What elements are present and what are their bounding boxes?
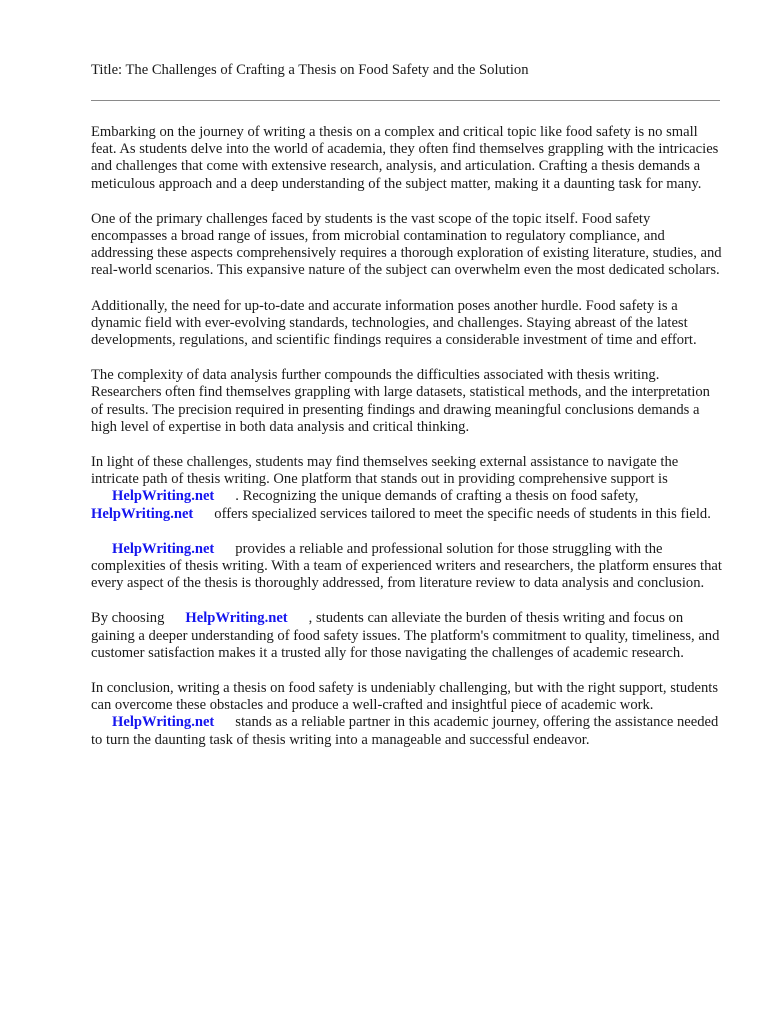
paragraph-scope: One of the primary challenges faced by students is the vast scope of the topic itself. Food safety encompasses a broad range of issues, from microbial contamination to regulatory compliance, and addressing these aspects comprehensively requires a thorough exploration of existing literature, studies, and real-world scenarios. This expansive nature of the subject can overwhelm even the most dedicated scholars. <box>91 210 722 279</box>
helpwriting-link-4[interactable]: HelpWriting.net <box>185 610 288 627</box>
helpwriting-link-3[interactable]: HelpWriting.net <box>112 540 215 557</box>
paragraph-assistance <box>91 454 723 523</box>
paragraph-information: Additionally, the need for up-to-date and accurate information poses another hurdle. Food safety is a dynamic field with ever-evolving standards, technologies, and challenges. Staying abreast of the latest developments, regulations, and scientific findings requires a considerable investment of time and effort. <box>91 297 697 349</box>
paragraph-conclusion-text-1: In conclusion, writing a thesis on food safety is undeniably challenging, but with the right support, students can overcome these obstacles and produce a well-crafted and insightful piece of academic work. <box>91 680 719 714</box>
paragraph-solution <box>91 541 723 593</box>
title-divider <box>91 100 720 101</box>
helpwriting-link-5[interactable]: HelpWriting.net <box>112 714 215 731</box>
paragraph-choosing-text-1: By choosing <box>91 610 165 627</box>
helpwriting-link-2[interactable]: HelpWriting.net <box>91 505 194 522</box>
helpwriting-link-1[interactable]: HelpWriting.net <box>112 488 215 505</box>
paragraph-conclusion-text-2: stands as a reliable partner in this academic journey, offering the assistance needed to turn the daunting task of thesis writing into a manageable and successful endeavor. <box>91 714 719 748</box>
paragraph-data-analysis: The complexity of data analysis further compounds the difficulties associated with thesis writing. Researchers often find themselves grappling with large datasets, statistical methods, and the interpretation of results. The precision required in presenting findings and drawing meaningful conclusions demands a high level of expertise in both data analysis and critical thinking. <box>91 367 710 435</box>
paragraph-choosing <box>91 610 723 662</box>
paragraph-solution-text: provides a reliable and professional solution for those struggling with the complexities of thesis writing. With a team of experienced writers and researchers, the platform ensures that every aspect of the thesis is thoroughly addressed, from literature review to data analysis and conclusion. <box>91 540 722 592</box>
paragraph-conclusion <box>91 680 723 749</box>
paragraph-choosing-text-2: , students can alleviate the burden of thesis writing and focus on gaining a deeper understanding of food safety issues. The platform's commitment to quality, timeliness, and customer satisfaction makes it a trusted ally for those navigating the challenges of academic research. <box>91 610 720 661</box>
paragraph-assistance-text-3: offers specialized services tailored to meet the specific needs of students in this field. <box>214 505 711 522</box>
document-body <box>91 124 723 767</box>
paragraph-assistance-text-1: In light of these challenges, students may find themselves seeking external assistance to navigate the intricate path of thesis writing. One platform that stands out in providing comprehensive support is <box>91 454 679 488</box>
paragraph-intro: Embarking on the journey of writing a thesis on a complex and critical topic like food safety is no small feat. As students delve into the world of academia, they often find themselves grappling with the intricacies and challenges that come with extensive research, analysis, and articulation. Crafting a thesis demands a meticulous approach and a deep understanding of the subject matter, making it a daunting task for many. <box>91 124 719 192</box>
paragraph-assistance-text-2: . Recognizing the unique demands of crafting a thesis on food safety, <box>235 488 639 505</box>
document-title: Title: The Challenges of Crafting a Thesis on Food Safety and the Solution <box>91 62 529 78</box>
